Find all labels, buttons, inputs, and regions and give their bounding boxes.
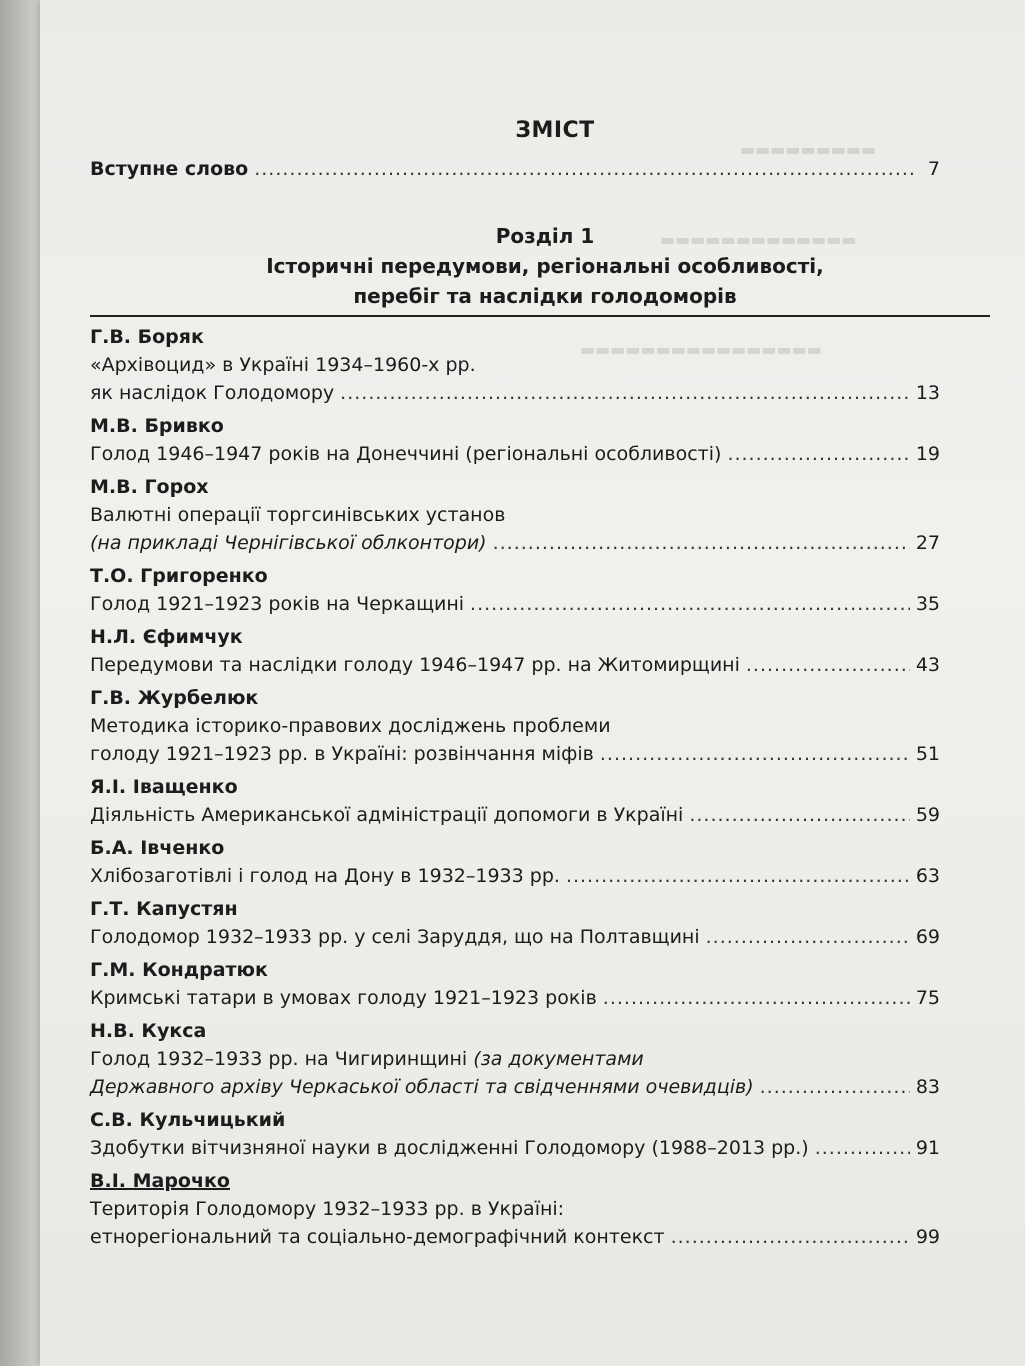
- leader-dots: [566, 862, 910, 890]
- entry-author: Г.В. Журбелюк: [90, 687, 259, 709]
- entry-author: М.В. Бривко: [90, 415, 224, 437]
- leader-dots: [603, 984, 910, 1012]
- table-of-contents: [90, 118, 940, 1251]
- leader-dots: [689, 801, 909, 829]
- toc-entry[interactable]: [90, 1167, 940, 1251]
- leader-dots: [470, 590, 910, 618]
- leader-dots: [493, 529, 910, 557]
- entry-author: В.І. Марочко: [90, 1170, 230, 1192]
- entry-title-line1: Голодомор 1932–1933 рр. у селі Заруддя, що на Полтавщині: [90, 926, 700, 948]
- leader-dots: [600, 740, 910, 768]
- entry-page-number: 27: [915, 532, 940, 554]
- toc-intro-entry[interactable]: [90, 155, 940, 183]
- toc-entry[interactable]: [90, 773, 940, 829]
- section-subtitle-line2: перебіг та наслідки голодоморів: [353, 284, 737, 308]
- entry-page-number: 91: [915, 1137, 940, 1159]
- entry-author: М.В. Горох: [90, 476, 209, 498]
- entry-page-number: 51: [915, 743, 940, 765]
- toc-entry[interactable]: [90, 684, 940, 768]
- toc-entry[interactable]: [90, 562, 940, 618]
- entry-page-number: 59: [915, 804, 940, 826]
- entry-page-number: 13: [915, 382, 940, 404]
- entry-title-line2: етнорегіональний та соціально-демографічний контекст: [90, 1226, 665, 1248]
- leader-dots: [815, 1134, 910, 1162]
- leader-dots: [727, 440, 909, 468]
- entry-author: С.В. Кульчицький: [90, 1109, 286, 1131]
- toc-entry[interactable]: [90, 1106, 940, 1162]
- entry-title-line1: Методика історико-правових досліджень проблеми: [90, 715, 611, 737]
- toc-entry[interactable]: [90, 323, 940, 407]
- entry-page-number: 83: [915, 1076, 940, 1098]
- entry-title-line1: Голод 1921–1923 років на Черкащині: [90, 593, 465, 615]
- entry-title-line2: як наслідок Голодомору: [90, 382, 335, 404]
- book-page: [40, 0, 1025, 1366]
- leader-dots: [340, 379, 910, 407]
- entry-author: Т.О. Григоренко: [90, 565, 268, 587]
- entry-title-line1: Передумови та наслідки голоду 1946–1947 рр. на Житомирщині: [90, 654, 740, 676]
- toc-entry[interactable]: [90, 1017, 940, 1101]
- intro-page-number: 7: [927, 158, 940, 180]
- entry-title-line1-italic: (за документами: [473, 1048, 644, 1070]
- entry-title-line1: Територія Голодомору 1932–1933 рр. в Україні:: [90, 1198, 565, 1220]
- toc-entry[interactable]: [90, 412, 940, 468]
- entry-title-line1: Кримські татари в умовах голоду 1921–1923 років: [90, 987, 597, 1009]
- entry-author: Н.В. Кукса: [90, 1020, 207, 1042]
- entry-page-number: 19: [915, 443, 940, 465]
- toc-entry[interactable]: [90, 895, 940, 951]
- entry-page-number: 35: [915, 593, 940, 615]
- toc-entry[interactable]: [90, 956, 940, 1012]
- entry-author: Г.М. Кондратюк: [90, 959, 268, 981]
- section-subtitle-line1: Історичні передумови, регіональні особливості,: [266, 254, 824, 278]
- entry-title-line2: Державного архіву Черкаської області та свідченнями очевидців): [90, 1076, 754, 1098]
- entry-title-line1: Валютні операції торгсинівських установ: [90, 504, 506, 526]
- leader-dots: [760, 1073, 910, 1101]
- section-divider: [90, 315, 990, 317]
- section-number: Розділ 1: [495, 224, 595, 248]
- intro-label: Вступне слово: [90, 158, 249, 180]
- bleed-through-text: ▬▬▬▬▬▬▬▬▬: [740, 140, 877, 159]
- entry-title-line2: голоду 1921–1923 рр. в Україні: розвінчання міфів: [90, 743, 594, 765]
- entry-author: Н.Л. Єфимчук: [90, 626, 243, 648]
- bleed-through-text: ▬▬▬▬▬▬▬▬▬▬▬▬▬: [660, 230, 857, 249]
- section-heading: [150, 221, 940, 311]
- entry-author: Г.Т. Капустян: [90, 898, 238, 920]
- entry-page-number: 63: [915, 865, 940, 887]
- bleed-through-text: ▬▬▬▬▬▬▬▬▬▬▬▬▬▬▬▬: [580, 340, 822, 359]
- entry-title-line2: (на прикладі Чернігівської облконтори): [90, 532, 487, 554]
- entry-title-line1: [90, 1045, 940, 1073]
- leader-dots: [254, 155, 914, 183]
- toc-entry[interactable]: [90, 834, 940, 890]
- entry-page-number: 99: [915, 1226, 940, 1248]
- entry-title-line1: Хлібозаготівлі і голод на Дону в 1932–1933 рр.: [90, 865, 560, 887]
- entry-title-line1: Голод 1946–1947 років на Донеччині (регіональні особливості): [90, 443, 722, 465]
- toc-title: ЗМІСТ: [515, 118, 595, 143]
- entry-author: Г.В. Боряк: [90, 326, 204, 348]
- leader-dots: [746, 651, 910, 679]
- leader-dots: [671, 1223, 910, 1251]
- entry-author: Б.А. Івченко: [90, 837, 225, 859]
- toc-entry[interactable]: [90, 623, 940, 679]
- entry-author: Я.І. Іващенко: [90, 776, 238, 798]
- entry-title-line1-plain: Голод 1932–1933 рр. на Чигиринщині: [90, 1048, 474, 1070]
- entry-title-line1: «Архівоцид» в Україні 1934–1960-х рр.: [90, 354, 476, 376]
- entry-page-number: 75: [915, 987, 940, 1009]
- entry-page-number: 43: [915, 654, 940, 676]
- entry-title-line1: Здобутки вітчизняної науки в дослідженні Голодомору (1988–2013 рр.): [90, 1137, 809, 1159]
- leader-dots: [706, 923, 910, 951]
- entry-page-number: 69: [915, 926, 940, 948]
- entry-title-line1: Діяльність Американської адміністрації допомоги в Україні: [90, 804, 684, 826]
- toc-entry[interactable]: [90, 473, 940, 557]
